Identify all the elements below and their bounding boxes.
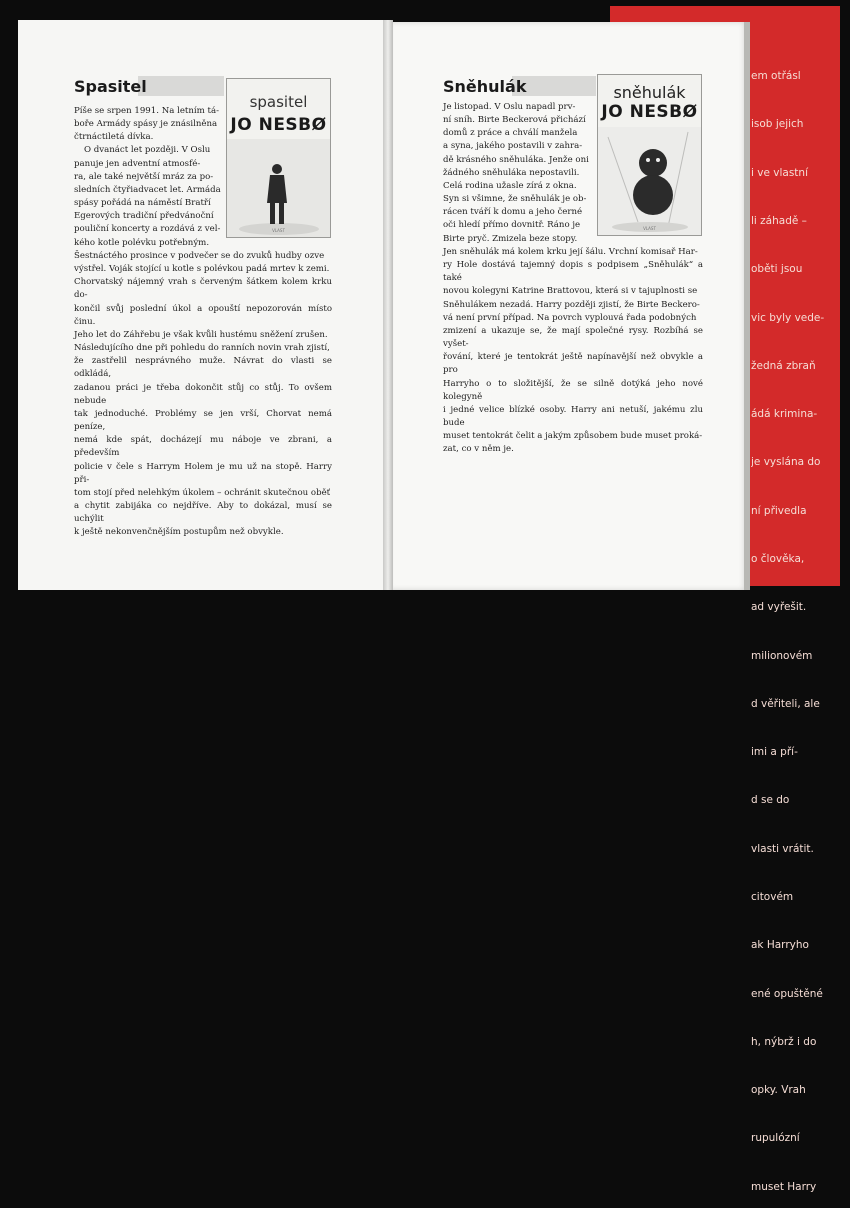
book-gutter xyxy=(383,20,393,590)
flap-line: je vyslána do xyxy=(751,456,821,469)
flap-line: ad vyřešit. xyxy=(751,601,807,614)
text-line: čtrnáctiletá dívka. xyxy=(74,132,154,143)
text-line: Sněhulákem nezadá. Harry později zjistí, že Birte Beckero- xyxy=(443,299,700,310)
text-line: končil svůj poslední úkol a opouští nepozorován místo činu. xyxy=(74,303,332,327)
text-line: tom stojí před nelehkým úkolem – ochránit skutečnou oběť xyxy=(74,487,331,498)
cover-author: JO NESBØ xyxy=(230,115,327,135)
text-line: vá není první případ. Na povrch vyplouvá řada podobných xyxy=(443,312,697,323)
flap-line: rupulózní xyxy=(751,1132,800,1145)
snehulak-book-cover xyxy=(597,74,702,236)
cover-publisher: VLAST xyxy=(643,226,656,231)
flap-line: ak Harryho xyxy=(751,939,809,952)
text-line: pouliční koncerty a rozdává z vel- xyxy=(74,224,221,235)
text-line: Syn si všimne, že sněhulák je ob- xyxy=(443,194,587,205)
flap-line: i ve vlastní xyxy=(751,166,808,179)
text-line: ní sníh. Birte Beckerová přichází xyxy=(443,115,586,126)
text-line: O dvanáct let později. V Oslu xyxy=(84,145,211,156)
text-line: a syna, jakého postavili v zahra- xyxy=(443,141,583,152)
text-line: Jen sněhulák má kolem krku její šálu. Vrchní komisař Har- xyxy=(443,247,698,257)
text-line: Je listopad. V Oslu napadl prv- xyxy=(443,102,576,112)
cover-publisher: VLAST xyxy=(272,228,285,233)
text-line: panuje jen adventní atmosfé- xyxy=(74,158,201,169)
text-line: zadanou práci je třeba dokončit stůj co stůj. To ovšem nebude xyxy=(74,382,332,406)
snow-figure-illustration xyxy=(227,139,330,237)
flap-line: ené opuštěné xyxy=(751,987,823,1000)
text-line: rácen tváří k domu a jeho černé xyxy=(443,207,583,218)
text-line: Šestnáctého prosince v podvečer se do zvuků hudby ozve xyxy=(74,251,325,261)
text-line: domů z práce a chválí manžela xyxy=(443,128,578,139)
flap-line: h, nýbrž i do xyxy=(751,1035,817,1048)
text-line: novou kolegyni Katrine Brattovou, která si v tajuplnosti se xyxy=(443,286,698,297)
text-line: k ještě nekonvenčnějším postupům než obvykle. xyxy=(74,527,284,538)
text-line: výstřel. Voják stojící u kotle s polévkou padá mrtev k zemi. xyxy=(74,264,330,275)
cover-title: sněhulák xyxy=(613,83,686,102)
flap-line: em otřásl xyxy=(751,70,801,83)
snowman-illustration xyxy=(598,127,701,235)
text-line: Jeho let do Záhřebu je však kvůli hustému sněžení zrušen. xyxy=(74,329,328,340)
flap-line: d věřiteli, ale xyxy=(751,697,820,710)
flap-line: li záhadě – xyxy=(751,215,807,228)
heading-shade xyxy=(138,76,224,96)
left-text-wide xyxy=(74,250,332,539)
page-edge xyxy=(744,22,750,590)
flap-line: oběti jsou xyxy=(751,263,803,276)
text-line: sledních čtyřiadvacet let. Armáda xyxy=(74,184,221,195)
text-line: oči hledí přímo dovnitř. Ráno je xyxy=(443,220,581,231)
text-line: Následujícího dne při pohledu do ranních novin vrah zjistí, xyxy=(74,343,330,354)
text-line: ra, ale také největší mráz za po- xyxy=(74,171,214,182)
text-line: boře Armády spásy je znásilněna xyxy=(74,119,218,130)
flap-line: opky. Vrah xyxy=(751,1084,806,1097)
flap-line: milionovém xyxy=(751,649,813,662)
left-heading: Spasitel xyxy=(74,77,147,96)
text-line: Chorvatský nájemný vrah s červeným šátkem kolem krku do- xyxy=(74,277,332,301)
flap-line: citovém xyxy=(751,890,794,903)
text-line: ry Hole dostává tajemný dopis s podpisem „Sněhulák“ a také xyxy=(443,260,703,284)
text-line: Píše se srpen 1991. Na letním tá- xyxy=(74,106,219,116)
flap-line: o člověka, xyxy=(751,553,805,565)
right-text-wide xyxy=(443,246,703,457)
text-line: dě krásného sněhuláka. Jenže oni xyxy=(443,154,589,165)
text-line: Harryho o to složitější, že se silně dotýká jeho nové kolegyně xyxy=(443,378,703,402)
text-line: žádného sněhuláka nepostavili. xyxy=(443,167,580,178)
text-line: Egerových tradiční předvánoční xyxy=(74,211,214,222)
cover-author: JO NESBØ xyxy=(601,102,698,122)
flap-line: vic byly vede- xyxy=(751,311,825,324)
text-line: muset tentokrát čelit a jakým způsobem bude muset proká- xyxy=(443,431,703,442)
spasitel-book-cover xyxy=(226,78,331,238)
text-line: policie v čele s Harrym Holem je mu už na stopě. Harry při- xyxy=(74,461,332,485)
jacket-flap-text xyxy=(751,36,831,1208)
flap-line: ádá krimina- xyxy=(751,408,818,421)
text-line: Birte pryč. Zmizela beze stopy. xyxy=(443,233,578,244)
flap-line: isob jejich xyxy=(751,118,804,131)
text-line: a chytit zabijáka co nejdříve. Aby to dokázal, musí se uchýlit xyxy=(74,500,332,525)
right-text-narrow xyxy=(443,101,595,246)
flap-line: vlasti vrátit. xyxy=(751,842,814,855)
text-line: řování, které je tentokrát ještě napínavější než obvykle a pro xyxy=(443,352,703,376)
text-line: zmizení a ukazuje se, že mají společné rysy. Rozbíhá se vyšet- xyxy=(443,325,703,350)
text-line: zat, co v něm je. xyxy=(443,444,514,455)
text-line: tak jednoduché. Problémy se jen vrší, Chorvat nemá peníze, xyxy=(74,408,332,433)
flap-line: muset Harry xyxy=(751,1180,817,1193)
text-line: spásy pořádá na náměstí Bratří xyxy=(74,198,211,209)
left-text-narrow xyxy=(74,105,222,250)
flap-line: žedná zbraň xyxy=(751,359,816,372)
flap-line: ní přivedla xyxy=(751,504,807,517)
cover-title: spasitel xyxy=(249,93,308,111)
text-line: nemá kde spát, docházejí mu náboje ve zbrani, a především xyxy=(74,435,332,459)
flap-line: d se do xyxy=(751,794,790,807)
text-line: že zastřelil nesprávného muže. Návrat do vlasti se odkládá, xyxy=(74,356,332,380)
text-line: kého kotle polévku potřebným. xyxy=(74,237,210,248)
right-heading: Sněhulák xyxy=(443,77,527,96)
text-line: i jedné velice blízké osoby. Harry ani netuší, jakému zlu bude xyxy=(443,404,703,429)
flap-line: imi a pří- xyxy=(751,746,798,759)
text-line: Celá rodina užasle zírá z okna. xyxy=(443,180,577,191)
